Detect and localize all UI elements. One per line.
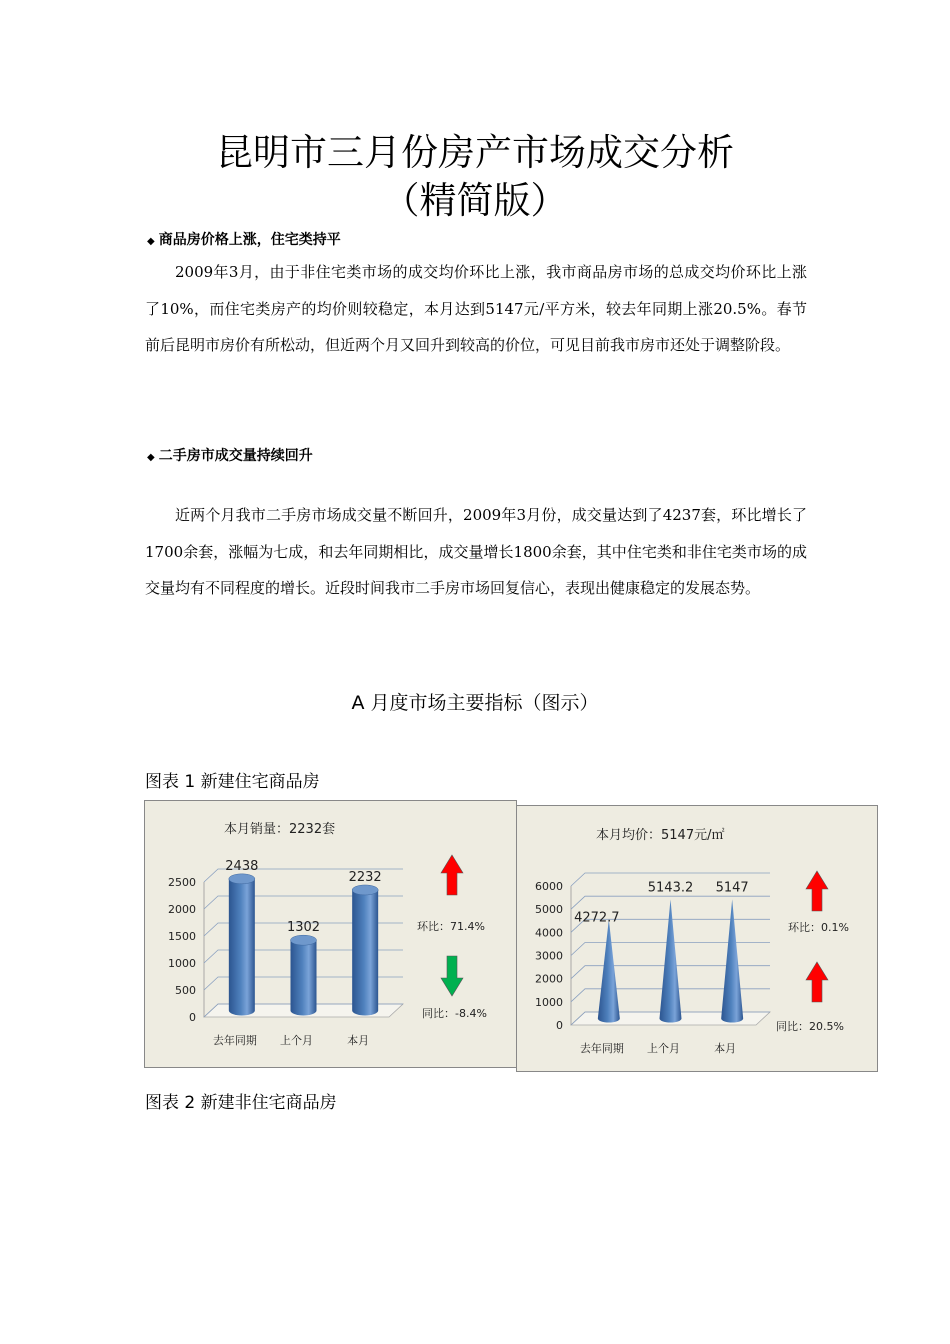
bar — [229, 879, 255, 1016]
y-tick-label: 2000 — [535, 972, 563, 986]
annotation-mom: 环比：71.4% — [417, 920, 485, 933]
annotation-yoy: 同比：-8.4% — [422, 1007, 487, 1020]
data-label: 2438 — [225, 858, 259, 874]
chart-title: 本月销量：2232套 — [224, 822, 336, 837]
x-tick-label: 本月 — [347, 1034, 370, 1047]
chart-title: 本月均价：5147元/㎡ — [596, 828, 725, 843]
figure1-label: 图表 1 新建住宅商品房 — [145, 772, 320, 792]
bar-top — [229, 874, 255, 884]
sales-volume-chart-svg — [144, 800, 517, 1068]
data-label: 1302 — [286, 920, 321, 936]
y-tick-label: 3000 — [535, 949, 563, 963]
y-tick-label: 2500 — [168, 876, 196, 889]
x-tick-label: 上个月 — [647, 1042, 680, 1055]
y-tick-label: 2000 — [168, 903, 196, 916]
y-tick-label: 1500 — [168, 930, 196, 943]
y-tick-label: 0 — [556, 1019, 563, 1032]
section1-paragraph: 2009年3月，由于非住宅类市场的成交均价环比上涨，我市商品房市场的总成交均价环比上涨了10%，而住宅类房产的均价则较稳定，本月达到5147元/平方米，较去年同期上涨20.5%。春节前后昆明市房价有所松动，但近两个月又回升到较高的价位，可见目前我市房市还处于调整阶段。 — [145, 263, 807, 354]
section1-heading-text: 商品房价格上涨，住宅类持平 — [158, 232, 341, 248]
bar-top — [291, 935, 317, 945]
annotation-yoy: 同比：20.5% — [776, 1020, 844, 1033]
section1-heading — [147, 229, 341, 249]
bar-top — [352, 885, 378, 895]
data-label: 5147 — [715, 880, 749, 896]
data-label: 4272.7 — [574, 910, 620, 926]
bar — [291, 940, 317, 1015]
bar — [352, 890, 378, 1016]
data-label: 5143.2 — [647, 880, 694, 896]
chart-panel — [145, 801, 517, 1068]
bullet-icon: ◆ — [147, 236, 155, 247]
y-tick-label: 5000 — [535, 903, 563, 917]
sales-volume-chart — [144, 800, 517, 1068]
x-tick-label: 本月 — [714, 1042, 737, 1055]
x-tick-label: 上个月 — [280, 1034, 313, 1047]
figure2-label: 图表 2 新建非住宅商品房 — [145, 1093, 337, 1113]
y-tick-label: 1000 — [535, 995, 563, 1009]
average-price-chart — [516, 805, 878, 1072]
y-tick-label: 0 — [189, 1011, 196, 1024]
y-tick-label: 500 — [175, 984, 196, 997]
bullet-icon: ◆ — [147, 452, 155, 463]
x-tick-label: 去年同期 — [212, 1034, 257, 1047]
average-price-chart-svg — [516, 805, 878, 1072]
y-tick-label: 1000 — [168, 957, 196, 970]
data-label: 2232 — [348, 869, 382, 885]
annotation-mom: 环比：0.1% — [788, 921, 849, 934]
y-tick-label: 4000 — [535, 926, 563, 940]
x-tick-label: 去年同期 — [579, 1042, 624, 1055]
document-title: 昆明市三月份房产市场成交分析 — [216, 131, 734, 174]
section2-heading — [147, 445, 313, 465]
document-subtitle: （精简版） — [382, 179, 568, 222]
section2-heading-text: 二手房市成交量持续回升 — [158, 448, 313, 464]
section2-paragraph: 近两个月我市二手房市场成交量不断回升，2009年3月份，成交量达到了4237套，环比增长了1700余套，涨幅为七成，和去年同期相比，成交量增长1800余套，其中住宅类和非住宅类市场的成交量均有不同程度的增长。近段时间我市二手房市场回复信心，表现出健康稳定的发展态势。 — [145, 506, 807, 597]
section-a-title: A 月度市场主要指标（图示） — [351, 692, 599, 714]
y-tick-label: 6000 — [535, 880, 563, 893]
